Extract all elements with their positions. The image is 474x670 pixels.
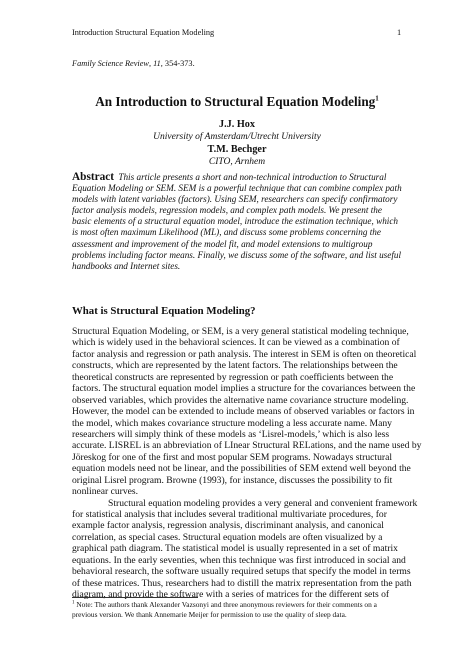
abstract-line-text: This article presents a short and non-technical introduction to Structural xyxy=(118,172,387,182)
journal-pages: , 354-373. xyxy=(160,59,195,68)
abstract-line: handbooks and Internet sites. xyxy=(72,260,181,271)
journal-name: Family Science Review xyxy=(72,59,149,68)
body-line: Jöreskog for one of the first and most popular SEM programs. Nowadays structural xyxy=(72,451,392,463)
body-line: However, the model can be extended to include means of observed variables or factors in xyxy=(72,406,415,418)
abstract-label: Abstract xyxy=(72,171,115,183)
page-number: 1 xyxy=(397,28,402,37)
body-line: theoretical constructs are represented by regression or path coefficients between the xyxy=(72,371,394,383)
abstract-line xyxy=(72,172,472,183)
paper-title xyxy=(0,94,474,110)
author-name: T.M. Bechger xyxy=(207,144,267,155)
journal-citation: Family Science Review, 11, 354-373. xyxy=(72,59,195,68)
section-heading: What is Structural Equation Modeling? xyxy=(72,305,256,317)
body-line: nonlinear curves. xyxy=(72,486,139,498)
abstract-line: Equation Modeling or SEM. SEM is a powerful technique that can combine complex path xyxy=(72,183,402,194)
paper-title-text: An Introduction to Structural Equation Modeling xyxy=(95,94,376,109)
footnote-line-text: Note: The authors thank Alexander Vazsonyi and three anonymous reviewers for their comments on a xyxy=(74,600,377,609)
body-line: for statistical analysis that includes several traditional multivariate procedures, for xyxy=(72,509,387,520)
author-affiliation: University of Amsterdam/Utrecht University xyxy=(153,132,321,142)
footnote-line xyxy=(72,600,432,610)
body-line: graphical path diagram. The statistical model is usually represented in a set of matrix xyxy=(72,543,398,555)
body-line: behavioral research, the software usually required setups that specify the model in terms xyxy=(72,566,411,578)
footnote xyxy=(72,600,432,620)
body-line: diagram, and provide the software with a series of matrices for the different sets of xyxy=(72,589,390,601)
body-line: correlation, as special cases. Structural equation models are often visualized by a xyxy=(72,531,383,543)
body-line: Structural Equation Modeling, or SEM, is a very general statistical modeling technique, xyxy=(72,326,409,337)
journal-volume: 11 xyxy=(153,59,161,68)
abstract-line: problems including factor means. Finally, we discuss some of the software, and list useful xyxy=(72,249,402,260)
body-line: constructs, which are represented by the latent factors. The relationships between the xyxy=(72,360,398,372)
body-line: observed variables, which provides the alternative name covariance structure modeling. xyxy=(72,394,409,406)
abstract-line: basic elements of a structural equation model, introduce the estimation technique, which xyxy=(72,216,399,227)
body-line: of these matrices. Thus, researchers had to distill the matrix representation from the path xyxy=(72,577,412,589)
body-line: accurate. LISREL is an abbreviation of LInear Structural RELations, and the name used by xyxy=(72,440,422,452)
body-line: factor analysis and regression or path analysis. The interest in SEM is often on theoretical xyxy=(72,348,417,360)
body-line: example factor analysis, regression analysis, discriminant analysis, and canonical xyxy=(72,520,384,532)
footnote-divider xyxy=(72,597,198,598)
abstract-line: is most often maximum Likelihood (ML), and discuss some problems concerning the xyxy=(72,227,381,238)
body-line: factors. The structural equation model implies a structure for the covariances between the xyxy=(72,383,416,395)
abstract-line: factor analysis models, regression models, and complex path models. We present the xyxy=(72,205,382,216)
body-line: the model, which makes covariance structure modeling a less accurate name. Many xyxy=(72,417,392,429)
abstract-line: models with latent variables (factors). Using SEM, researchers can specify confirmatory xyxy=(72,194,398,205)
footnote-marker: 1 xyxy=(72,600,75,606)
body-line: researchers will simply think of these models as ‘Lisrel-models,’ which is also less xyxy=(72,428,390,440)
author-affiliation: CITO, Arnhem xyxy=(208,157,266,167)
body-line: original Lisrel program. Browne (1993), for instance, discusses the possibility to fit xyxy=(72,474,393,486)
body-line: which is widely used in the behavioral sciences. It can be viewed as a combination of xyxy=(72,337,400,349)
footnote-line: previous version. We thank Annemarie Meijer for permission to use the quality of sleep data. xyxy=(72,610,347,619)
author-name: J.J. Hox xyxy=(219,119,255,130)
abstract xyxy=(72,172,472,272)
body-line: equation models need not be linear, and the possibilities of SEM extend well beyond the xyxy=(72,463,411,475)
running-header-title: Introduction Structural Equation Modeling xyxy=(72,28,215,37)
body-line: Structural equation modeling provides a very general and convenient framework xyxy=(108,497,418,509)
body-text xyxy=(72,326,452,601)
abstract-line: assessment and improvement of the model fit, and model extensions to multigroup xyxy=(72,238,373,249)
title-footnote-marker: 1 xyxy=(375,94,379,103)
body-line: equations. In the early seventies, when this technique was first introduced in social and xyxy=(72,554,406,566)
